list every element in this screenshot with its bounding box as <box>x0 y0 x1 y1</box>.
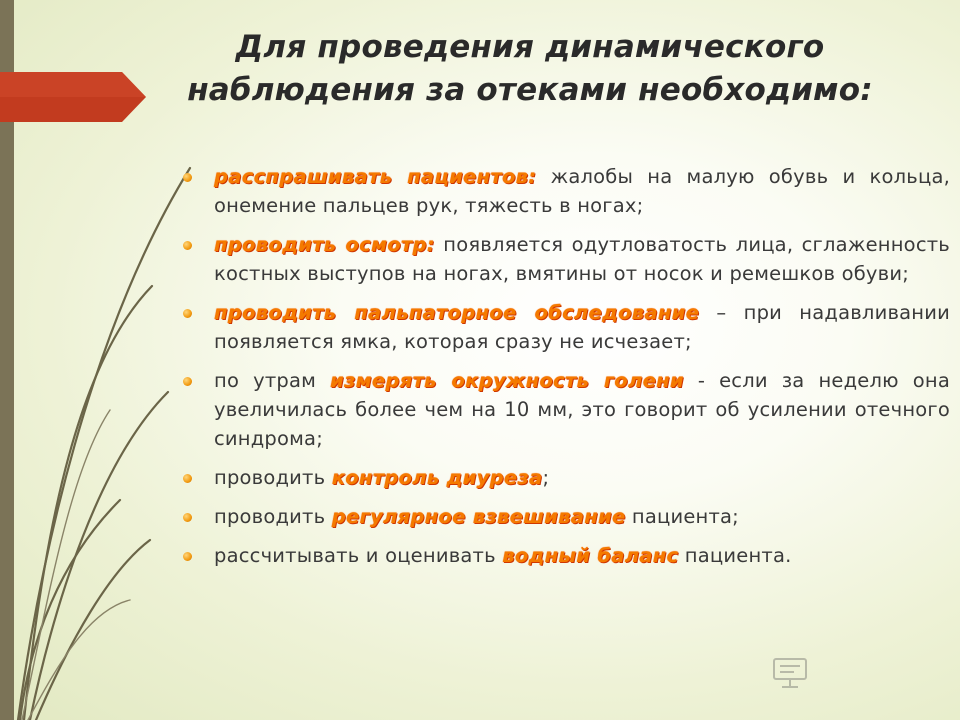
list-item <box>180 541 950 570</box>
orange-dot-icon <box>183 309 192 318</box>
orange-dot-icon <box>183 173 192 182</box>
list-item <box>180 230 950 288</box>
item-text: ; <box>542 466 550 489</box>
slide-title-line2: наблюдения за отеками необходимо: <box>187 72 873 108</box>
item-highlight: регулярное взвешивание <box>331 505 626 528</box>
item-highlight: проводить пальпаторное обследование <box>214 301 700 324</box>
presentation-logo-icon <box>770 656 810 690</box>
list-item <box>180 463 950 492</box>
item-text: - если за неделю она увеличилась более чем на 10 мм, это говорит об усилении отечного синдрома; <box>214 369 950 450</box>
item-highlight: измерять окружность голени <box>330 369 684 392</box>
item-text: проводить <box>214 466 332 489</box>
list-item <box>180 502 950 531</box>
item-text: по утрам <box>214 369 331 392</box>
item-text: появляется одутловатость лица, сглаженность костных выступов на ногах, вмятины от носок и ремешков обуви; <box>214 233 950 285</box>
orange-dot-icon <box>183 552 192 561</box>
bullet-list <box>180 162 950 580</box>
item-text: – при надавливании появляется ямка, которая сразу не исчезает; <box>214 301 950 353</box>
orange-dot-icon <box>183 241 192 250</box>
red-arrow-icon <box>0 72 146 122</box>
slide-title <box>150 26 910 112</box>
list-item <box>180 162 950 220</box>
slide-title-line1: Для проведения динамического <box>235 29 825 65</box>
item-text: рассчитывать и оценивать <box>214 544 503 567</box>
list-item <box>180 298 950 356</box>
item-text: пациента. <box>678 544 792 567</box>
item-highlight: проводить осмотр: <box>214 233 435 256</box>
orange-dot-icon <box>183 513 192 522</box>
list-item <box>180 366 950 453</box>
orange-dot-icon <box>183 377 192 386</box>
item-highlight: контроль диуреза <box>331 466 543 489</box>
item-text: пациента; <box>625 505 739 528</box>
item-highlight: водный баланс <box>502 544 679 567</box>
item-text: жалобы на малую обувь и кольца, онемение пальцев рук, тяжесть в ногах; <box>214 165 950 217</box>
orange-dot-icon <box>183 474 192 483</box>
item-text: проводить <box>214 505 332 528</box>
item-highlight: расспрашивать пациентов: <box>214 165 537 188</box>
